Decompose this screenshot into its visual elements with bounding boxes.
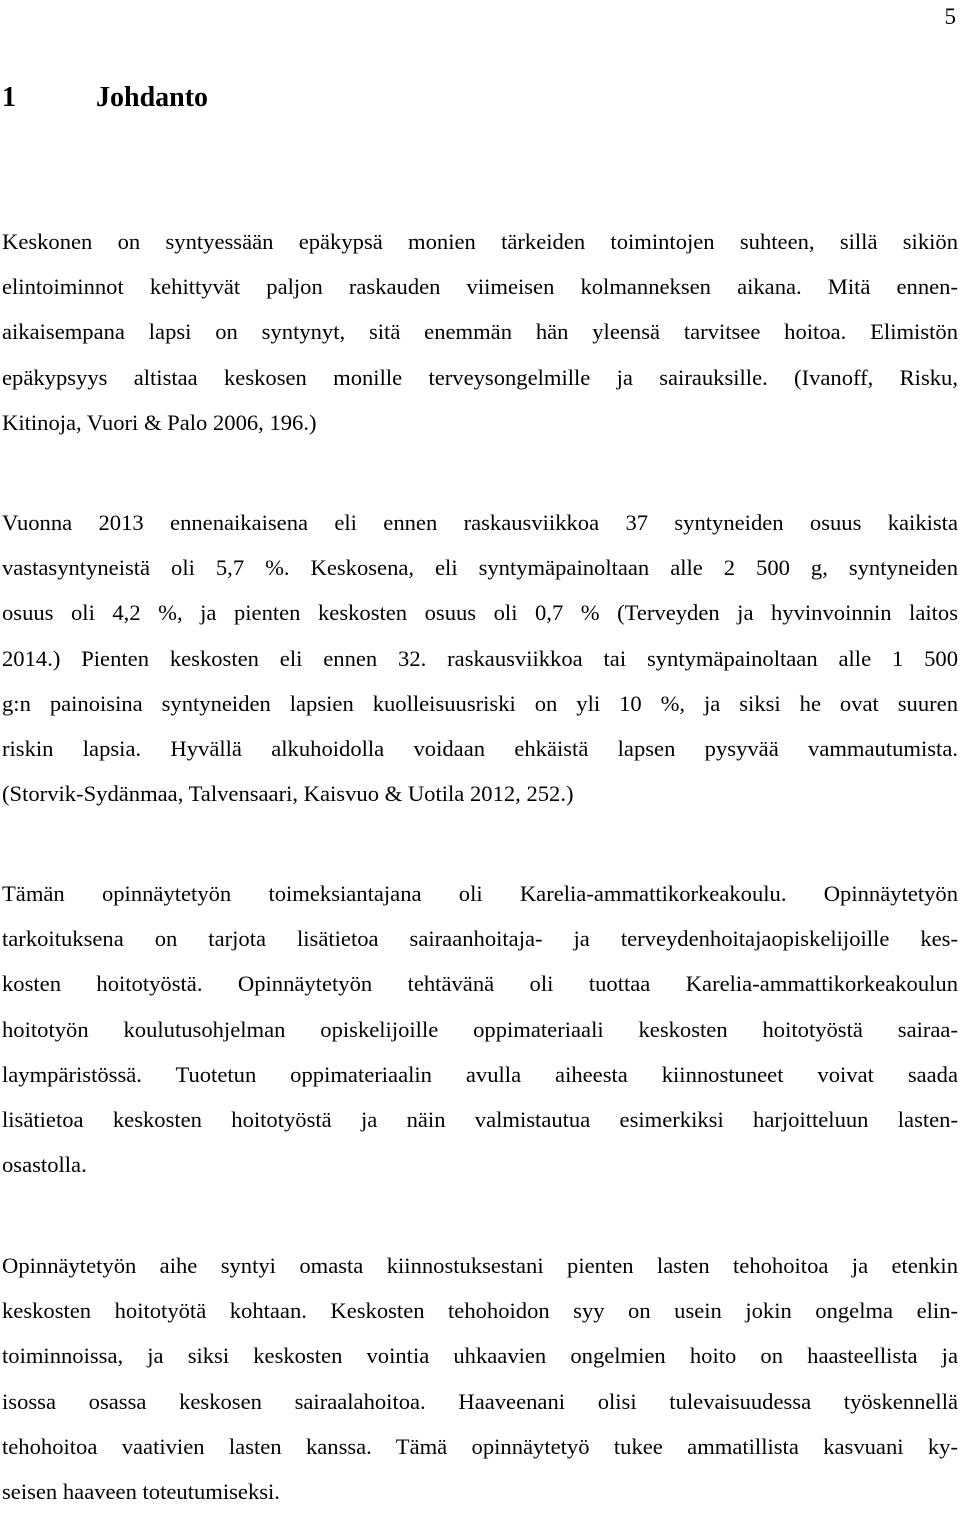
text-line: 2014.) Pienten keskosten eli ennen 32. raskausviikkoa tai syntymäpainoltaan alle 1 500 (2, 645, 958, 671)
text-line: epäkypsyys altistaa keskosen monille terveysongelmille ja sairauksille. (Ivanoff, Risku, (2, 364, 958, 390)
text-line: kosten hoitotyöstä. Opinnäytetyön tehtävänä oli tuottaa Karelia-ammattikorkeakoulun (2, 971, 958, 997)
text-line: laympäristössä. Tuotetun oppimateriaalin avulla aiheesta kiinnostuneet voivat saada (2, 1061, 958, 1087)
paragraph-3 (2, 871, 958, 1187)
text-line: (Storvik-Sydänmaa, Talvensaari, Kaisvuo & Uotila 2012, 252.) (2, 781, 574, 807)
text-line: osuus oli 4,2 %, ja pienten keskosten osuus oli 0,7 % (Terveyden ja hyvinvoinnin laitos (2, 600, 958, 626)
text-line: Vuonna 2013 ennenaikaisena eli ennen raskausviikkoa 37 syntyneiden osuus kaikista (2, 510, 958, 535)
text-line: tarkoituksena on tarjota lisätietoa sairaanhoitaja- ja terveydenhoitajaopiskelijoille kes- (2, 926, 958, 952)
chapter-number: 1 (2, 82, 16, 113)
text-line: toiminnoissa, ja siksi keskosten vointia uhkaavien ongelmien hoito on haasteellista ja (2, 1343, 958, 1369)
text-line: isossa osassa keskosen sairaalahoitoa. Haaveenani olisi tulevaisuudessa työskennellä (2, 1388, 958, 1414)
text-line: hoitotyön koulutusohjelman opiskelijoille oppimateriaali keskosten hoitotyöstä sairaa- (2, 1016, 958, 1042)
text-line: osastolla. (2, 1152, 87, 1178)
text-line: Keskonen on syntyessään epäkypsä monien tärkeiden toimintojen suhteen, sillä sikiön (2, 229, 958, 254)
paragraph-2 (2, 500, 958, 816)
text-line: Kitinoja, Vuori & Palo 2006, 196.) (2, 409, 317, 435)
text-line: tehohoitoa vaativien lasten kanssa. Tämä opinnäytetyö tukee ammatillista kasvuani ky- (2, 1433, 958, 1459)
text-line: Opinnäytetyön aihe syntyi omasta kiinnostuksestani pienten lasten tehohoitoa ja etenkin (2, 1253, 958, 1278)
text-line: aikaisempana lapsi on syntynyt, sitä enemmän hän yleensä tarvitsee hoitoa. Elimistön (2, 319, 958, 345)
page-number: 5 (944, 4, 956, 29)
paragraph-1 (2, 219, 958, 445)
text-line: elintoiminnot kehittyvät paljon raskauden viimeisen kolmanneksen aikana. Mitä ennen- (2, 274, 958, 300)
text-line: keskosten hoitotyötä kohtaan. Keskosten tehohoidon syy on usein jokin ongelma elin- (2, 1298, 958, 1324)
text-line: g:n painoisina syntyneiden lapsien kuolleisuusriski on yli 10 %, ja siksi he ovat suuren (2, 690, 958, 716)
text-line: Tämän opinnäytetyön toimeksiantajana oli Karelia-ammattikorkeakoulu. Opinnäytetyön (2, 881, 958, 906)
text-line: riskin lapsia. Hyvällä alkuhoidolla voidaan ehkäistä lapsen pysyvää vammautumista. (2, 735, 958, 761)
text-line: lisätietoa keskosten hoitotyöstä ja näin valmistautua esimerkiksi harjoitteluun lasten- (2, 1106, 958, 1132)
paragraph-4 (2, 1243, 958, 1514)
chapter-title: Johdanto (96, 82, 209, 113)
chapter-heading (2, 78, 208, 118)
text-line: seisen haaveen toteutumiseksi. (2, 1478, 280, 1504)
text-line: vastasyntyneistä oli 5,7 %. Keskosena, eli syntymäpainoltaan alle 2 500 g, syntyneiden (2, 555, 958, 581)
